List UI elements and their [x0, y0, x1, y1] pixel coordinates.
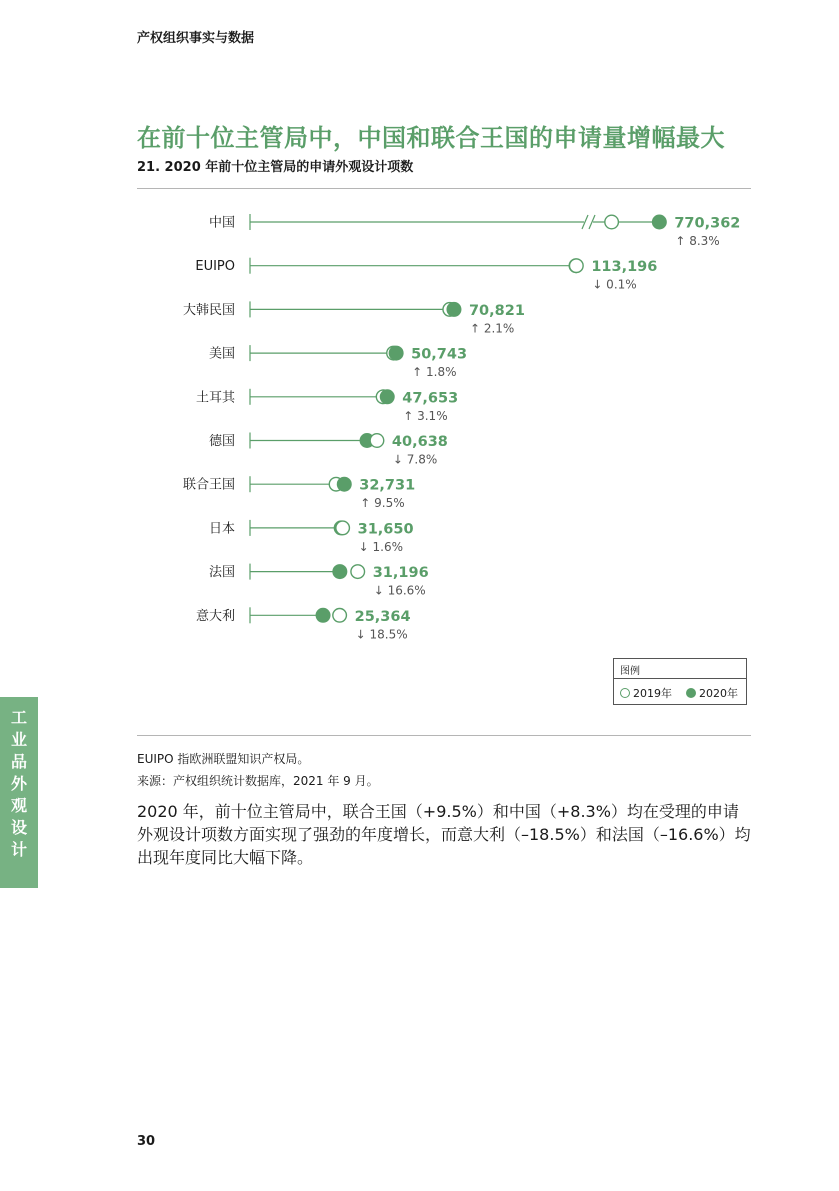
marker-2020: [652, 215, 667, 230]
change-label: ↓ 0.1%: [592, 277, 637, 292]
marker-2020: [446, 302, 461, 317]
change-label: ↑ 1.8%: [412, 365, 457, 380]
office-label: 法国: [208, 565, 235, 581]
body-paragraph: 2020 年，前十位主管局中，联合王国（+9.5%）和中国（+8.3%）均在受理的申请外观设计项数方面实现了强劲的年度增长，而意大利（–18.5%）和法国（–16.6%）均出现年度同比大幅下降。: [137, 802, 751, 867]
legend-title: 图例: [620, 666, 640, 677]
marker-2019: [351, 565, 365, 579]
chart-legend: [613, 658, 747, 705]
page-number: 30: [137, 1134, 156, 1149]
office-label: 德国: [208, 434, 235, 449]
marker-2020: [332, 564, 347, 579]
value-label-2020: 770,362: [674, 215, 741, 232]
value-label-2020: 113,196: [591, 259, 658, 276]
value-label-2020: 32,731: [359, 477, 416, 494]
marker-2019: [570, 259, 584, 273]
chart-subtitle: 21. 2020 年前十位主管局的申请外观设计项数: [137, 160, 414, 175]
office-label: 中国: [208, 215, 235, 231]
page-title: 在前十位主管局中，中国和联合王国的申请量增幅最大: [137, 124, 725, 152]
open-circle-icon: [620, 688, 630, 698]
side-tab-label: 工 业 品 外 观 设 计: [10, 708, 27, 859]
value-label-2020: 50,743: [411, 346, 468, 363]
change-label: ↓ 7.8%: [392, 452, 438, 467]
change-label: ↓ 16.6%: [373, 583, 426, 598]
running-header: 产权组织事实与数据: [137, 31, 255, 46]
marker-2019: [605, 215, 619, 229]
marker-2020: [389, 346, 404, 361]
change-label: ↑ 3.1%: [403, 408, 448, 423]
legend-item-2019: [620, 685, 672, 701]
marker-2020: [337, 477, 352, 492]
office-label: 美国: [208, 346, 235, 362]
change-label: ↑ 9.5%: [360, 496, 405, 511]
marker-2020: [380, 389, 395, 404]
legend-divider: [614, 678, 746, 679]
change-label: ↑ 8.3%: [675, 234, 720, 248]
office-label: EUIPO: [195, 259, 235, 275]
note-euipo: EUIPO 指欧洲联盟知识产权局。: [137, 752, 310, 766]
change-label: ↑ 2.1%: [469, 321, 515, 336]
value-label-2020: 31,196: [372, 565, 429, 582]
change-label: ↓ 1.6%: [358, 539, 403, 554]
bottom-divider: [137, 735, 751, 736]
value-label-2020: 25,364: [354, 608, 411, 625]
marker-2019: [336, 521, 350, 535]
legend-item-2020: [686, 685, 738, 701]
change-label: ↓ 18.5%: [355, 627, 408, 642]
section-side-tab: [0, 697, 38, 888]
filled-circle-icon: [686, 688, 696, 698]
note-source: 来源：产权组织统计数据库，2021 年 9 月。: [137, 774, 379, 788]
marker-2019: [333, 609, 347, 623]
legend-label-2020: 2020年: [699, 687, 738, 700]
office-label: 意大利: [195, 608, 235, 624]
value-label-2020: 31,650: [357, 521, 414, 538]
value-label-2020: 40,638: [391, 434, 448, 450]
office-label: 土耳其: [195, 390, 235, 406]
office-label: 日本: [208, 521, 235, 537]
marker-2020: [316, 608, 331, 623]
value-label-2020: 70,821: [468, 302, 525, 319]
legend-label-2019: 2019年: [633, 687, 672, 700]
value-label-2020: 47,653: [402, 390, 459, 407]
office-label: 联合王国: [182, 477, 235, 493]
office-label: 大韩民国: [182, 302, 235, 318]
marker-2019: [370, 434, 384, 448]
